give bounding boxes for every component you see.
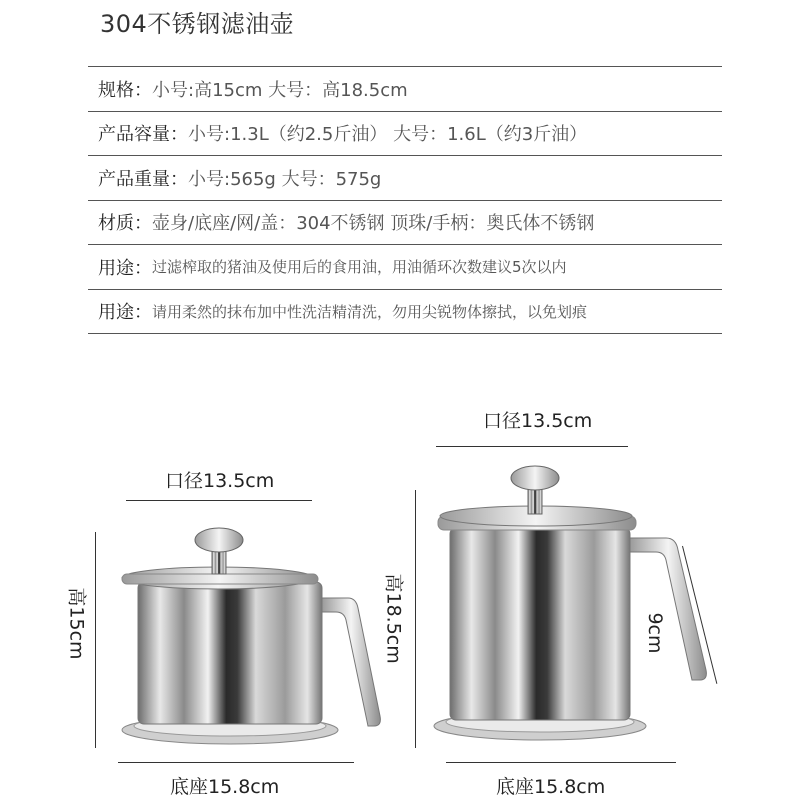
large-base-line: [446, 762, 676, 763]
small-height-line: [95, 532, 96, 748]
small-base-label: 底座15.8cm: [170, 776, 280, 798]
small-mouth-line: [126, 500, 312, 501]
spec-label: 材质：: [98, 213, 152, 235]
large-height-line: [415, 490, 416, 748]
large-pot-image: [430, 464, 720, 764]
large-handle-label: 9cm: [644, 612, 666, 654]
spec-label: 产品重量：: [98, 168, 188, 190]
spec-value: 壶身/底座/网/盖：304不锈钢 顶珠/手柄：奥氏体不锈钢: [152, 213, 595, 235]
spec-label: 规格：: [98, 79, 152, 101]
small-base-line: [118, 762, 354, 763]
spec-value: 小号:1.3L（约2.5斤油） 大号：1.6L（约3斤油）: [188, 124, 588, 146]
small-mouth-label: 口径13.5cm: [165, 470, 275, 492]
spec-value: 请用柔然的抹布加中性洗洁精清洗，勿用尖锐物体擦拭，以免划痕: [152, 302, 588, 321]
small-pot-image: [110, 520, 400, 760]
spec-table: [88, 66, 722, 334]
spec-label: 产品容量：: [98, 124, 188, 146]
large-base-label: 底座15.8cm: [496, 776, 606, 798]
large-mouth-label: 口径13.5cm: [483, 410, 593, 432]
spec-row: [88, 290, 722, 335]
large-mouth-line: [436, 446, 628, 447]
product-title: 304不锈钢滤油壶: [100, 10, 295, 38]
large-height-label: 高18.5cm: [382, 573, 405, 664]
spec-row: [88, 112, 722, 157]
spec-row: [88, 245, 722, 290]
spec-value: 小号:565g 大号：575g: [188, 168, 382, 190]
spec-row: [88, 67, 722, 112]
spec-row: [88, 201, 722, 246]
spec-value: 过滤榨取的猪油及使用后的食用油，用油循环次数建议5次以内: [152, 258, 567, 277]
spec-row: [88, 156, 722, 201]
spec-value: 小号:高15cm 大号：高18.5cm: [152, 79, 408, 101]
spec-label: 用途：: [98, 302, 152, 324]
small-height-label: 高15cm: [65, 587, 88, 660]
spec-label: 用途：: [98, 257, 152, 279]
